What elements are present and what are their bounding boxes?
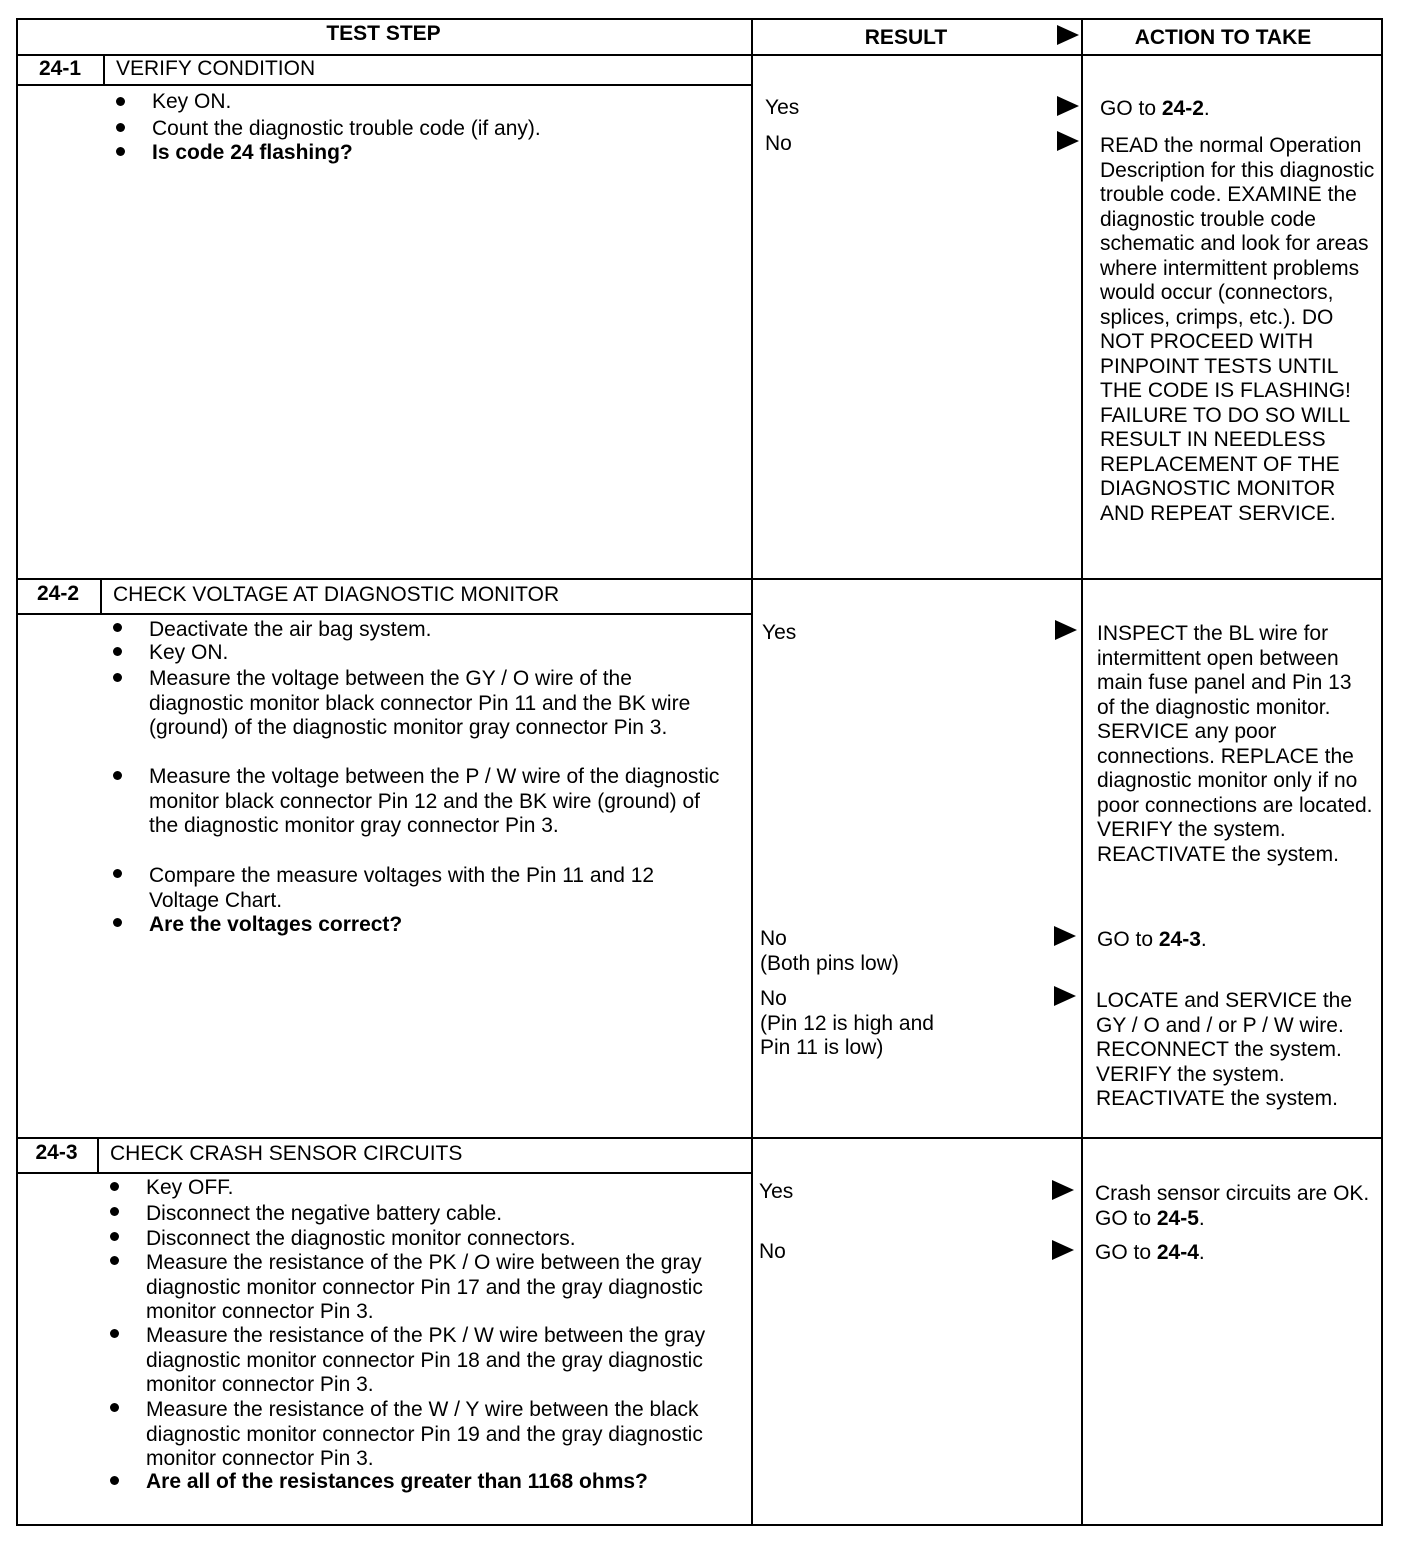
action-text: GO to 24-3. [1097, 928, 1207, 951]
result-label: No (Both pins low) [760, 927, 899, 975]
step-divider [16, 578, 1383, 580]
bullet-icon [116, 97, 125, 106]
result-label: Yes [762, 621, 797, 644]
step-bullet: Key ON. [149, 641, 229, 664]
step-bullet: Measure the resistance of the W / Y wire between the black diagnostic monitor connector Pin 19 and the gray diagnostic monitor connector Pin 3. [146, 1398, 703, 1470]
step-bullet: Key ON. [152, 90, 232, 113]
header-result: RESULT [864, 26, 948, 49]
action-text: READ the normal Operation Description for this diagnostic trouble code. EXAMINE the diagnostic trouble code schematic and look for areas where intermittent problems would occur (connectors, splices, crimps, etc.). DO NOT PROCEED WITH PINPOINT TESTS UNTIL THE CODE IS FLASHING! FAILURE TO DO SO WILL RESULT IN NEEDLESS REPLACEMENT OF THE DIAGNOSTIC MONITOR AND REPEAT SERVICE. [1100, 134, 1375, 525]
bullet-icon [113, 647, 122, 656]
arrow-icon [1052, 1240, 1074, 1260]
step-title-divider [16, 84, 751, 86]
header-action: ACTION TO TAKE [1134, 26, 1312, 49]
bullet-icon [113, 918, 122, 927]
bullet-icon [110, 1232, 119, 1241]
column-divider [751, 18, 753, 1526]
step-bullet: Compare the measure voltages with the Pin 11 and 12 Voltage Chart. [149, 864, 655, 912]
step-title: CHECK CRASH SENSOR CIRCUITS [110, 1142, 463, 1165]
bullet-icon [113, 673, 122, 682]
action-text: GO to 24-2. [1100, 97, 1210, 120]
step-title-divider [16, 613, 751, 615]
step-bullet-question: Are all of the resistances greater than 1168 ohms? [146, 1470, 648, 1493]
step-bullet: Measure the resistance of the PK / W wire between the gray diagnostic monitor connector Pin 18 and the gray diagnostic monitor connector Pin 3. [146, 1324, 706, 1396]
arrow-icon [1052, 1180, 1074, 1200]
header-divider [16, 54, 1383, 56]
step-bullet: Measure the voltage between the P / W wire of the diagnostic monitor black connector Pin 12 and the BK wire (ground) of the diagnostic monitor gray connector Pin 3. [149, 765, 720, 837]
step-title-divider [16, 1172, 751, 1174]
step-bullet: Measure the voltage between the GY / O wire of the diagnostic monitor black connector Pin 11 and the BK wire (ground) of the diagnostic monitor gray connector Pin 3. [149, 667, 691, 739]
step-number: 24-1 [38, 57, 82, 80]
step-number: 24-2 [36, 582, 80, 605]
step-number-divider [103, 54, 105, 84]
bullet-icon [116, 147, 125, 156]
step-divider [16, 1137, 1383, 1139]
arrow-icon [1057, 131, 1079, 151]
action-text: LOCATE and SERVICE the GY / O and / or P / W wire. RECONNECT the system. VERIFY the system. REACTIVATE the system. [1096, 989, 1353, 1110]
step-bullet: Count the diagnostic trouble code (if any). [152, 117, 541, 140]
bullet-icon [110, 1207, 119, 1216]
arrow-icon [1057, 25, 1079, 45]
step-title: VERIFY CONDITION [116, 57, 316, 80]
result-label: No (Pin 12 is high and Pin 11 is low) [760, 987, 934, 1059]
result-label: No [765, 132, 792, 155]
result-label: Yes [765, 96, 800, 119]
step-number-divider [97, 1137, 99, 1172]
result-label: No [759, 1240, 786, 1263]
bullet-icon [110, 1403, 119, 1412]
result-label: Yes [759, 1180, 794, 1203]
arrow-icon [1054, 986, 1076, 1006]
arrow-icon [1057, 96, 1079, 116]
bullet-icon [116, 123, 125, 132]
bullet-icon [113, 771, 122, 780]
bullet-icon [110, 1182, 119, 1191]
bullet-icon [110, 1329, 119, 1338]
arrow-icon [1055, 620, 1077, 640]
column-divider [1081, 18, 1083, 1526]
step-number-divider [100, 578, 102, 613]
step-title: CHECK VOLTAGE AT DIAGNOSTIC MONITOR [113, 583, 560, 606]
step-bullet-question: Is code 24 flashing? [152, 141, 353, 164]
step-bullet: Disconnect the diagnostic monitor connectors. [146, 1227, 576, 1250]
step-bullet: Deactivate the air bag system. [149, 618, 432, 641]
step-bullet: Disconnect the negative battery cable. [146, 1202, 503, 1225]
step-number: 24-3 [35, 1141, 78, 1164]
bullet-icon [110, 1256, 119, 1265]
bullet-icon [113, 869, 122, 878]
action-text: GO to 24-4. [1095, 1241, 1205, 1264]
step-bullet: Key OFF. [146, 1176, 234, 1199]
bullet-icon [113, 623, 122, 632]
step-bullet-question: Are the voltages correct? [149, 913, 403, 936]
bullet-icon [110, 1476, 119, 1485]
action-text: INSPECT the BL wire for intermittent open between main fuse panel and Pin 13 of the diagnostic monitor. SERVICE any poor connections. REPLACE the diagnostic monitor only if no poor connections are located. VERIFY the system. REACTIVATE the system. [1097, 622, 1373, 866]
action-text: Crash sensor circuits are OK. GO to 24-5. [1095, 1182, 1370, 1230]
step-bullet: Measure the resistance of the PK / O wire between the gray diagnostic monitor connector Pin 17 and the gray diagnostic monitor connector Pin 3. [146, 1251, 703, 1323]
header-test-step: TEST STEP [326, 22, 441, 45]
arrow-icon [1054, 926, 1076, 946]
